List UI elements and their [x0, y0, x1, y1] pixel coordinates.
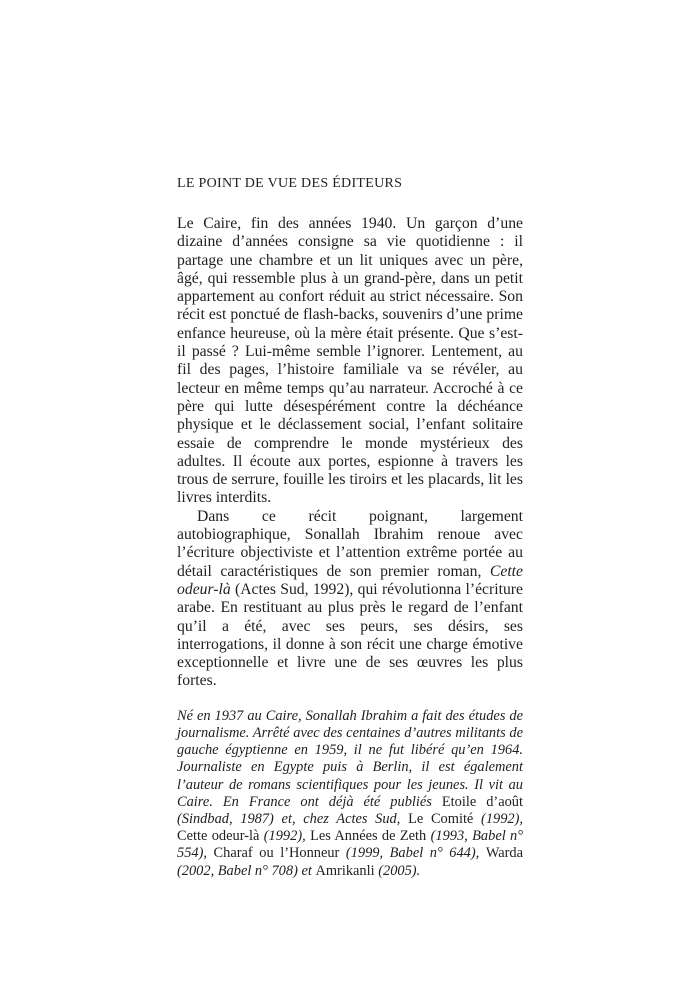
bio-text: (2002, Babel n° 708) et: [177, 862, 316, 879]
bio-title: Charaf ou l’Honneur: [213, 845, 340, 862]
summary-paragraph-1: Le Caire, fin des années 1940. Un garçon d’une dizaine d’années consigne sa vie quotidienne : il partage une chambre et un lit uniques avec un père, âgé, qui ressemble plus à un grand-père, dans un petit appartement au confort réduit au strict nécessaire. Son récit est ponctué de flash-backs, souvenirs d’une prime enfance heureuse, où la mère était présente. Que s’est-il passé ? Lui-même semble l’ignorer. Lentement, au fil des pages, l’histoire familiale va se révéler, au lecteur en même temps qu’au narrateur. Accroché à ce père qui lutte désespérément contre la déchéance physique et le déclassement social, l’enfant solitaire essaie de comprendre le monde mystérieux des adultes. Il écoute aux portes, espionne à travers les trous de serrure, fouille les tiroirs et les placards, lit les livres interdits.: [177, 215, 523, 507]
bio-title: Warda: [485, 845, 524, 862]
bio-title: Les Années de Zeth: [310, 828, 427, 845]
back-cover-text: [177, 170, 523, 880]
summary-paragraph-2: [177, 508, 523, 691]
bio-text: (2005).: [374, 862, 421, 879]
bio-text: (1999, Babel n° 644),: [339, 845, 486, 862]
bio-text: (1993, Babel n° 554),: [177, 828, 524, 862]
book-title-cette-odeur: Cette odeur-là: [177, 562, 523, 598]
bio-title: Amrikanli: [315, 862, 375, 879]
section-heading: LE POINT DE VUE DES ÉDITEURS: [177, 176, 403, 191]
author-bio: [177, 708, 523, 880]
bio-text: (1992),: [473, 810, 524, 827]
summary-paragraph-2-text: Dans ce récit poignant, largement autobiographique, Sonallah Ibrahim renoue avec l’écriture objectiviste et l’attention extrême portée au détail caractéristiques de son premier roman,: [177, 507, 523, 580]
publisher-summary: [177, 215, 523, 691]
bio-text: (Sindbad, 1987) et, chez Actes Sud,: [177, 810, 409, 827]
summary-paragraph-2-text-end: (Actes Sud, 1992), qui révolutionna l’écriture arabe. En restituant au plus près le regard de l’enfant qu’il a été, avec ses peurs, ses désirs, ses interrogations, il donne à son récit une charge émotive exceptionnelle et livre une de ses œuvres les plus fortes.: [177, 580, 523, 690]
bio-title: Etoile d’août: [441, 793, 524, 810]
bio-title: Cette odeur-là: [177, 828, 260, 845]
bio-title: Le Comité: [408, 810, 474, 827]
bio-text: Né en 1937 au Caire, Sonallah Ibrahim a fait des études de journalisme. Arrêté avec des centaines d’autres militants de gauche égyptienne en 1959, il ne fut libéré qu’en 1964. Journaliste en Egypte puis à Berlin, il est également l’auteur de romans scientifiques pour les jeunes. Il vit au Caire. En France ont déjà été publiés: [177, 707, 523, 810]
bio-text: (1992),: [259, 828, 311, 845]
